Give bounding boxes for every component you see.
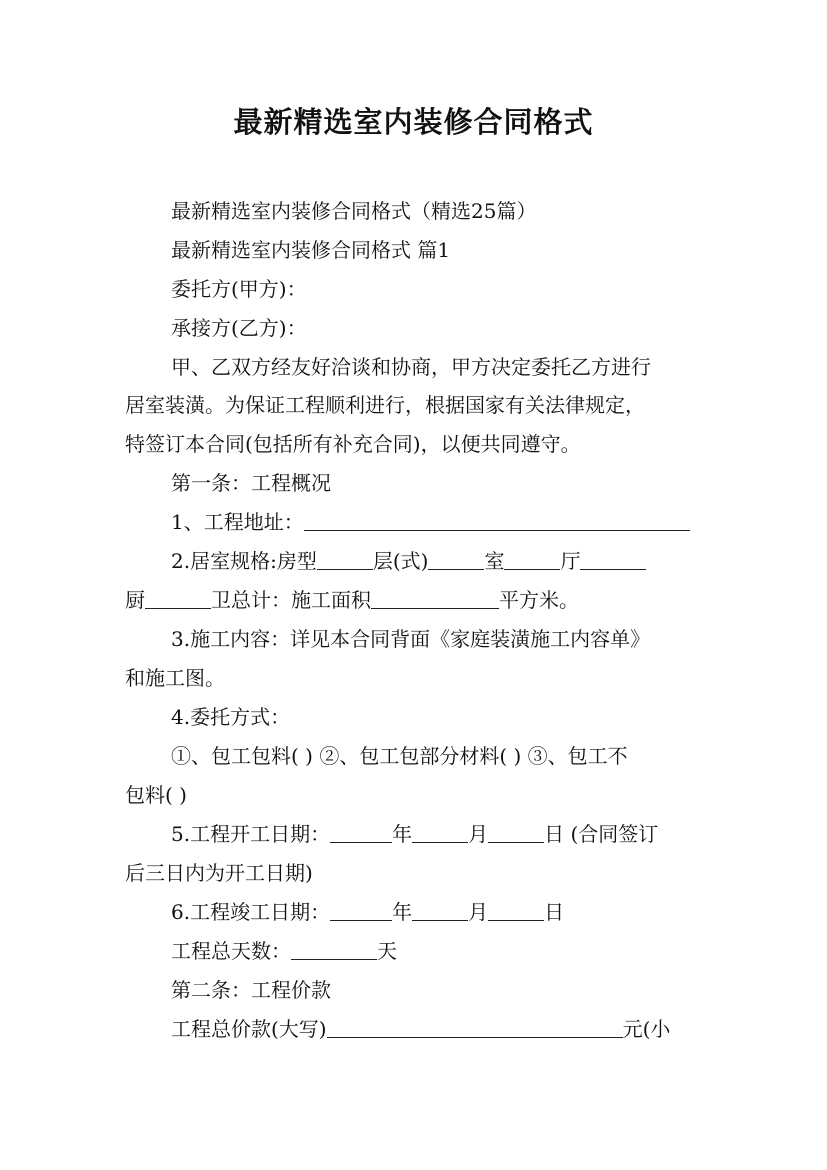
- article-heading: 第一条：工程概况: [171, 471, 331, 495]
- field-label: 5.工程开工日期：: [171, 822, 331, 846]
- room-spec-line: [125, 549, 761, 573]
- blank-field[interactable]: [412, 902, 468, 921]
- field-label: 室: [484, 549, 505, 573]
- paragraph-line: 居室装潢。为保证工程顺利进行，根据国家有关法律规定，: [125, 393, 645, 417]
- paragraph-line: ①、包工包料( ) ②、包工包部分材料( ) ③、包工不: [171, 744, 628, 768]
- field-label: 工程总天数：: [171, 939, 291, 963]
- field-label: 平方米。: [499, 588, 579, 612]
- blank-field[interactable]: [488, 902, 544, 921]
- field-label: 层(式): [372, 549, 429, 573]
- blank-field[interactable]: [330, 902, 392, 921]
- party-a-line: 委托方(甲方)：: [171, 277, 307, 301]
- section-heading: 最新精选室内装修合同格式 篇1: [171, 238, 451, 262]
- field-label: 厨: [125, 588, 145, 612]
- field-label: 日 (合同签订: [544, 822, 659, 846]
- field-label: 年: [392, 900, 413, 924]
- field-label: 2.居室规格:房型: [171, 549, 317, 573]
- start-date-line: [125, 822, 761, 846]
- blank-field[interactable]: [488, 824, 544, 843]
- blank-field[interactable]: [291, 941, 377, 960]
- paragraph-line: 甲、乙双方经友好洽谈和协商，甲方决定委托乙方进行: [171, 355, 651, 379]
- blank-field[interactable]: [145, 590, 211, 609]
- address-line: [125, 510, 761, 534]
- article-heading: 第二条：工程价款: [171, 978, 331, 1002]
- paragraph-line: 和施工图。: [125, 666, 225, 690]
- blank-field[interactable]: [330, 824, 392, 843]
- room-spec-line: [125, 588, 715, 612]
- end-date-line: [125, 900, 761, 924]
- field-label: 6.工程竣工日期：: [171, 900, 331, 924]
- field-label: 月: [468, 900, 489, 924]
- field-label: 工程总价款(大写): [171, 1017, 327, 1041]
- paragraph-line: 3.施工内容：详见本合同背面《家庭装潢施工内容单》: [171, 627, 651, 651]
- paragraph-line: 后三日内为开工日期): [125, 861, 313, 885]
- blank-field[interactable]: [428, 551, 484, 570]
- total-price-line: [125, 1017, 761, 1041]
- blank-field[interactable]: [371, 590, 499, 609]
- total-days-line: [125, 939, 761, 963]
- document-title: 最新精选室内装修合同格式: [233, 105, 594, 139]
- blank-field[interactable]: [304, 512, 690, 531]
- field-label: 天: [377, 939, 397, 963]
- field-label: 月: [468, 822, 489, 846]
- field-label: 年: [392, 822, 413, 846]
- blank-field[interactable]: [412, 824, 468, 843]
- party-b-line: 承接方(乙方)：: [171, 316, 307, 340]
- blank-field[interactable]: [580, 551, 646, 570]
- paragraph-line: 包料( ): [125, 783, 187, 807]
- field-label: 日: [544, 900, 565, 924]
- field-label: 卫总计：施工面积: [211, 588, 371, 612]
- field-label: 1、工程地址：: [171, 510, 304, 534]
- paragraph-line: 4.委托方式：: [171, 705, 291, 729]
- field-label: 厅: [560, 549, 581, 573]
- blank-field[interactable]: [327, 1019, 623, 1038]
- field-label: 元(小: [622, 1017, 671, 1041]
- paragraph-line: 特签订本合同(包括所有补充合同)，以便共同遵守。: [125, 432, 581, 456]
- blank-field[interactable]: [504, 551, 560, 570]
- blank-field[interactable]: [317, 551, 373, 570]
- subtitle-line: 最新精选室内装修合同格式（精选25篇）: [171, 199, 537, 223]
